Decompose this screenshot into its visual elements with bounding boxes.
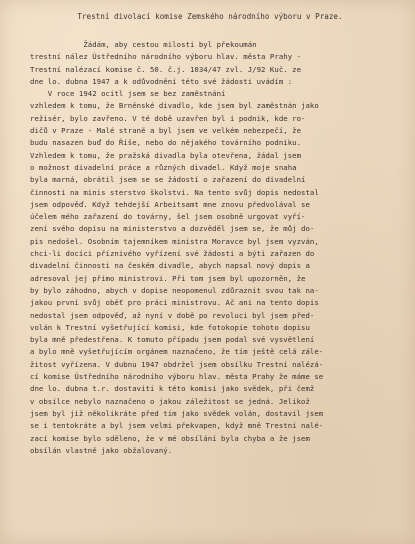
text-line: jsem byl již několikráte před tím jako svědek volán, dostavil jsem [30, 408, 324, 418]
text-line: cí komise Ústředního národního výboru hlav. města Prahy že máme se [30, 372, 324, 382]
text-line: by bylo záhodno, abych v dopise neopomenul zdůraznit svou tak na- [30, 285, 319, 295]
text-line: chci-li docíci příznivého vyřízení své žádosti a býti zařazen do [30, 249, 315, 259]
text-line: jakou první svůj oběť pro práci ministrovu. Ač ani na tento dopis [30, 298, 319, 308]
text-line: zací komise bylo sděleno, že v mé obsílání byla chyba a že jsem [30, 433, 310, 443]
text-line: zení svého dopisu na ministerstvo a dozvěděl jsem se, že můj do- [30, 224, 315, 234]
text-line: dne lo. dubna t.r. dostaviti k této komisi jako svědek, při čemž [30, 384, 315, 394]
text-line: byla mně předestřena. K tomuto případu jsem podal své vysvětlení [30, 335, 315, 345]
text-line: činnosti na minis sterstvo školství. Na tento svůj dopis nedostal [30, 187, 319, 197]
text-line: vzhledem k tomu, že Brněnské divadlo, kde jsem byl zaměstnán jako [30, 101, 319, 111]
text-line: pis nedošel. Osobním tajemníkem ministra Moravce byl jsem vyzván, [30, 236, 319, 246]
document-body [30, 39, 390, 457]
text-line: byla marná, obrátil jsem se se žádostí o zařazení do divadelní [30, 175, 306, 185]
text-line: volán k Trestní vyšetřující komisi, kde fotokopie tohoto dopisu [30, 322, 310, 332]
text-line: adresoval jej přímo ministrovi. Při tom jsem byl upozorněn, že [30, 273, 306, 283]
text-line: účelem mého zařazení do továrny, šel jsem osobně urgovat vyří- [30, 212, 306, 222]
text-line: obsílán vlastně jako obžalovaný. [30, 445, 173, 455]
text-line: budu nasazen buď do Říše, nebo do nějakého továrního podniku. [30, 138, 302, 148]
text-line: jsem odpověď. Když tehdejší Arbeitsamt mne znovu předvolával se [30, 199, 310, 209]
text-line: dne lo. dubna 1947 a k odůvodnění této své žádosti uvádím : [30, 76, 293, 86]
text-line: režisér, bylo zavřeno. V té době uzavřen byl i podnik, kde ro- [30, 113, 306, 123]
text-line: nedostal jsem odpověď, až nyní v době po revoluci byl jsem před- [30, 310, 315, 320]
text-line: se i tentokráte a byl jsem velmi překvapen, když mně Trestní nalé- [30, 421, 324, 431]
document-title: Trestní divolací komise Zemského národního výboru v Praze. [77, 12, 343, 21]
text-line: o možnost divadelní práce a různých divadel. Když moje snaha [30, 162, 297, 172]
text-line: Vzhledem k tomu, že pražská divadla byla otevřena, žádal jsem [30, 150, 302, 160]
text-line: žitost vyřízena. V dubnu 1947 obdržel jsem obsílku Trestní nalézá- [30, 359, 324, 369]
text-line: Trestní nalézací komise č. 50. č.j. 1034/47 zvl. J/92 Kuč. ze [30, 64, 302, 74]
text-line: Žádám, aby cestou milosti byl překoumán [30, 40, 257, 49]
text-line: a bylo mně vyšetřujícím orgánem naznačeno, že tím ještě celá zále- [30, 347, 324, 357]
text-line: v obsílce nebylo naznačeno o jakou záležitost se jedná. Jelikož [30, 396, 310, 406]
text-line: dičů v Praze - Malé straně a byl jsem ve velkém nebezpečí, že [30, 126, 302, 136]
text-line: trestní nález Ústředního národního výboru hlav. města Prahy - [30, 52, 302, 62]
text-line: V roce 1942 ocitl jsem se bez zaměstnání [30, 89, 226, 99]
text-line: divadelní činnosti na českém divadle, abych napsal nový dopis a [30, 261, 310, 271]
